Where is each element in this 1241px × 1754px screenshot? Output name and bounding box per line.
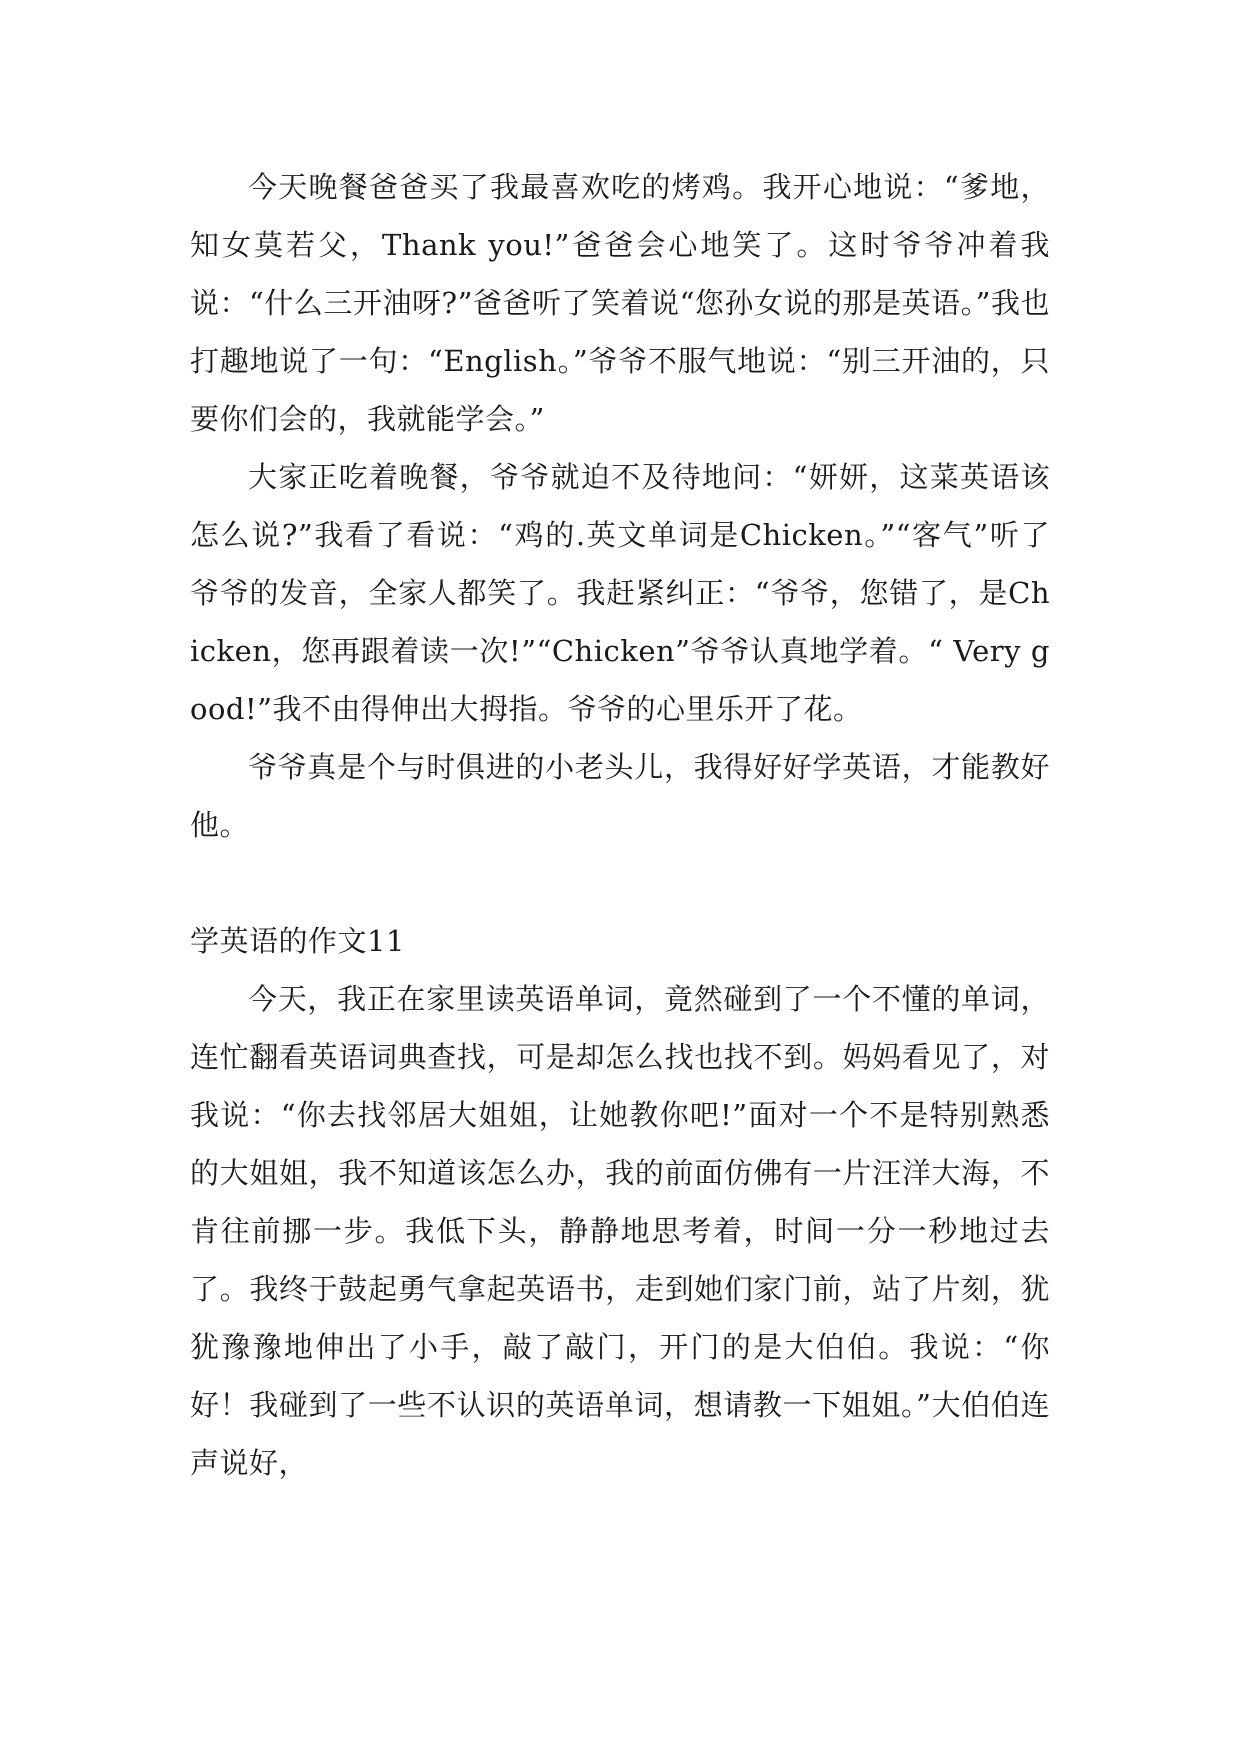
paragraph: 大家正吃着晚餐，爷爷就迫不及待地问：“妍妍，这菜英语该怎么说?”我看了看说：“鸡的.英文单词是Chicken。”“客气”听了爷爷的发音，全家人都笑了。我赶紧纠正：“爷爷，您错了，是Chicken，您再跟着读一次!”“Chicken”爷爷认真地学着。“ Very good!”我不由得伸出大拇指。爷爷的心里乐开了花。 <box>190 460 1050 726</box>
paragraph: 今天，我正在家里读英语单词，竟然碰到了一个不懂的单词，连忙翻看英语词典查找，可是却怎么找也找不到。妈妈看见了，对我说：“你去找邻居大姐姐，让她教你吧!”面对一个不是特别熟悉的大姐姐，我不知道该怎么办，我的前面仿佛有一片汪洋大海，不肯往前挪一步。我低下头，静静地思考着，时间一分一秒地过去了。我终于鼓起勇气拿起英语书，走到她们家门前，站了片刻，犹犹豫豫地伸出了小手，敲了敲门，开门的是大伯伯。我说：“你好！我碰到了一些不认识的英语单词，想请教一下姐姐。”大伯伯连声说好， <box>190 982 1050 1480</box>
section-title: 学英语的作文11 <box>190 924 405 958</box>
paragraph: 爷爷真是个与时俱进的小老头儿，我得好好学英语，才能教好他。 <box>190 750 1050 842</box>
paragraph: 今天晚餐爸爸买了我最喜欢吃的烤鸡。我开心地说：“爹地，知女莫若父，Thank you!”爸爸会心地笑了。这时爷爷冲着我说：“什么三开油呀?”爸爸听了笑着说“您孙女说的那是英语。”我也打趣地说了一句：“English。”爷爷不服气地说：“别三开油的，只要你们会的，我就能学会。” <box>190 170 1050 436</box>
document-body <box>190 158 1050 1492</box>
